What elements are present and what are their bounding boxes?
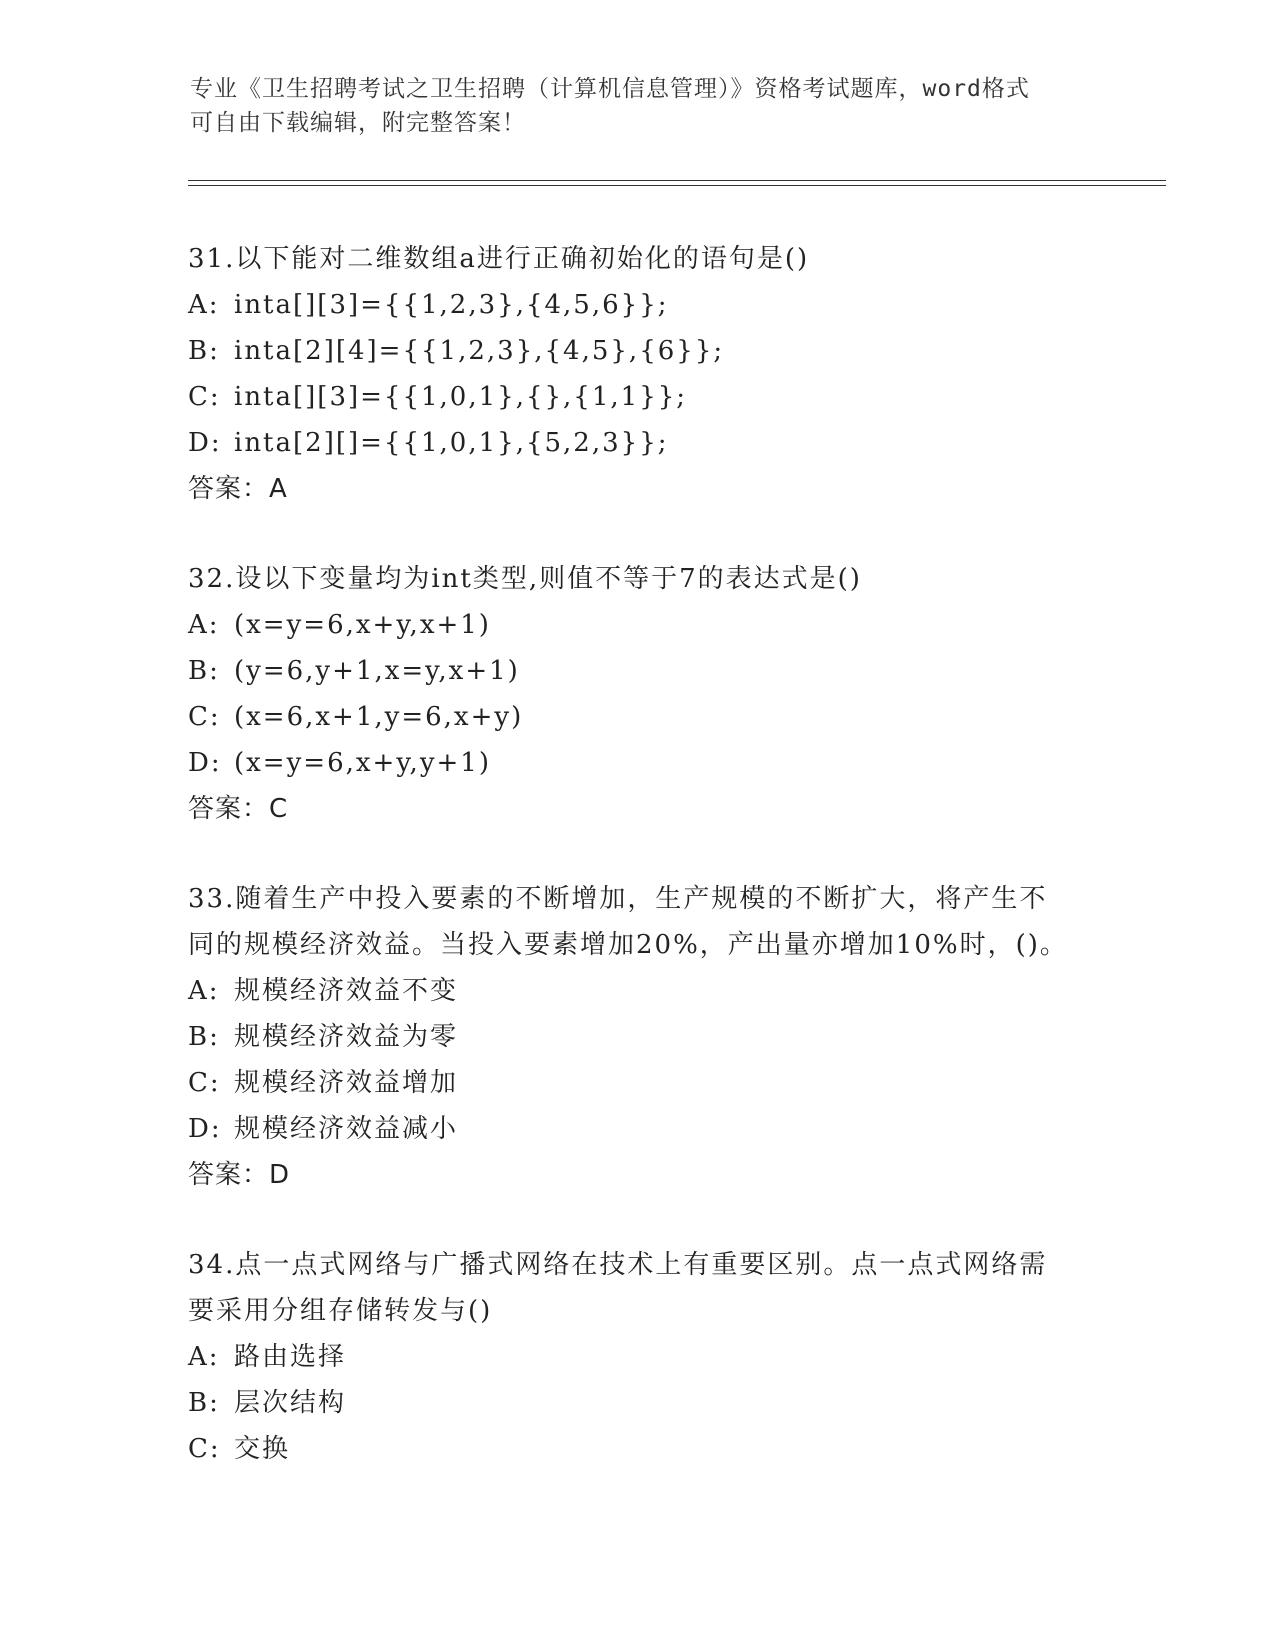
question-text-line: 31.以下能对二维数组a进行正确初始化的语句是(): [188, 244, 810, 274]
question-text: [188, 236, 1088, 282]
option-b: [188, 648, 1088, 694]
header-line-2: 可自由下载编辑，附完整答案！: [190, 110, 526, 136]
question-34: [188, 1242, 1088, 1472]
header-divider-top: [188, 180, 1166, 181]
question-31: [188, 236, 1088, 512]
answer-line: 答案：A: [188, 474, 288, 504]
option-text: inta[][3]={{1,2,3},{4,5,6}};: [234, 290, 669, 320]
option-b: [188, 328, 1088, 374]
option-text: 规模经济效益为零: [234, 1022, 459, 1052]
option-b: [188, 1380, 1088, 1426]
option-text: 规模经济效益不变: [234, 976, 459, 1006]
option-a: [188, 602, 1088, 648]
option-d: [188, 740, 1088, 786]
option-text: (x=y=6,x+y,x+1): [234, 610, 491, 640]
option-label: B:: [188, 656, 220, 686]
option-d: [188, 420, 1088, 466]
option-label: C:: [188, 702, 221, 732]
option-c: [188, 1426, 1088, 1472]
option-text: 交换: [234, 1434, 291, 1464]
option-label: C:: [188, 1068, 221, 1098]
option-label: C:: [188, 382, 221, 412]
option-text: 层次结构: [234, 1388, 347, 1418]
question-32: [188, 556, 1088, 832]
question-text-line: 32.设以下变量均为int类型,则值不等于7的表达式是(): [188, 564, 862, 594]
option-text: 路由选择: [234, 1342, 347, 1372]
option-label: A:: [188, 1342, 220, 1372]
option-label: A:: [188, 976, 220, 1006]
question-text-line: 34.点一点式网络与广播式网络在技术上有重要区别。点一点式网络需: [188, 1250, 1048, 1280]
option-text: (y=6,y+1,x=y,x+1): [234, 656, 520, 686]
option-label: A:: [188, 290, 220, 320]
question-text: [188, 876, 1088, 968]
option-label: B:: [188, 1388, 220, 1418]
option-text: (x=y=6,x+y,y+1): [234, 748, 491, 778]
option-text: (x=6,x+1,y=6,x+y): [234, 702, 524, 732]
question-text: [188, 556, 1088, 602]
option-label: A:: [188, 610, 220, 640]
option-a: [188, 1334, 1088, 1380]
option-label: C:: [188, 1434, 221, 1464]
option-text: inta[][3]={{1,0,1},{},{1,1}};: [234, 382, 688, 412]
option-a: [188, 968, 1088, 1014]
option-b: [188, 1014, 1088, 1060]
option-label: D:: [188, 748, 222, 778]
option-d: [188, 1106, 1088, 1152]
option-text: inta[2][]={{1,0,1},{5,2,3}};: [234, 428, 669, 458]
option-a: [188, 282, 1088, 328]
option-text: 规模经济效益增加: [234, 1068, 459, 1098]
question-text-line: 要采用分组存储转发与(): [188, 1296, 493, 1326]
option-label: B:: [188, 1022, 220, 1052]
document-header: [190, 72, 1090, 140]
answer-line: 答案：D: [188, 1160, 291, 1190]
header-divider-bottom: [188, 185, 1166, 186]
option-c: [188, 1060, 1088, 1106]
answer-line: 答案：C: [188, 794, 289, 824]
option-label: B:: [188, 336, 220, 366]
option-text: 规模经济效益减小: [234, 1114, 459, 1144]
option-c: [188, 694, 1088, 740]
header-line-1: 专业《卫生招聘考试之卫生招聘（计算机信息管理）》资格考试题库，word格式: [190, 76, 1030, 102]
option-label: D:: [188, 428, 222, 458]
option-text: inta[2][4]={{1,2,3},{4,5},{6}};: [234, 336, 725, 366]
question-33: [188, 876, 1088, 1198]
question-text-line: 33.随着生产中投入要素的不断增加，生产规模的不断扩大，将产生不: [188, 884, 1048, 914]
option-label: D:: [188, 1114, 222, 1144]
question-list: [188, 236, 1088, 1516]
question-text: [188, 1242, 1088, 1334]
question-text-line: 同的规模经济效益。当投入要素增加20%，产出量亦增加10%时，()。: [188, 930, 1068, 960]
option-c: [188, 374, 1088, 420]
